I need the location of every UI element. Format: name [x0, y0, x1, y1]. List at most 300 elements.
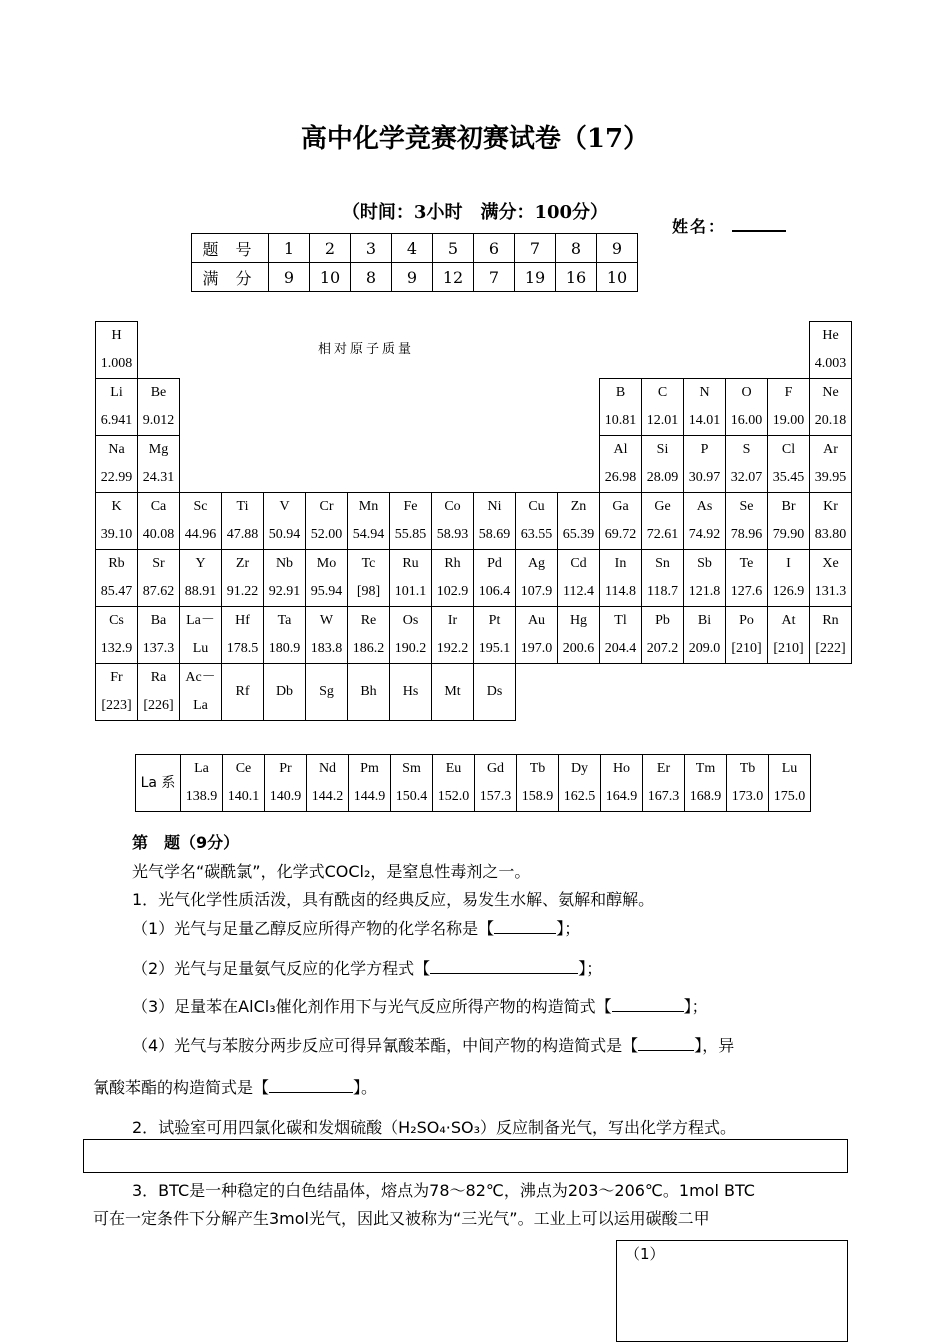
- question-number: 3: [351, 234, 392, 263]
- element-cell: [559, 755, 601, 812]
- element-cell: [96, 322, 138, 379]
- atomic-mass: 85.47: [100, 584, 133, 599]
- element-symbol: Sb: [697, 556, 712, 571]
- element-symbol: Ge: [654, 499, 671, 514]
- question-heading: 第 题（9分）: [132, 833, 240, 852]
- atomic-mass: 87.62: [142, 584, 175, 599]
- atomic-mass: 20.18: [814, 413, 847, 428]
- element-cell: [600, 379, 642, 436]
- element-cell: [264, 550, 306, 607]
- atomic-mass: 22.99: [100, 470, 133, 485]
- element-cell: [642, 607, 684, 664]
- element-symbol: H: [111, 328, 122, 343]
- element-symbol: Os: [402, 613, 419, 628]
- element-symbol: Cr: [319, 499, 334, 514]
- table-gap: [558, 664, 600, 721]
- element-cell: [600, 607, 642, 664]
- element-symbol: Eu: [445, 761, 462, 776]
- atomic-mass: 204.4: [604, 641, 637, 656]
- element-cell: [516, 493, 558, 550]
- question-3-line1: 3．BTC是一种稳定的白色结晶体，熔点为78～82℃，沸点为203～206℃。1mol BTC: [132, 1181, 755, 1200]
- question-1-3: [132, 994, 708, 1017]
- question-points: 19: [515, 263, 556, 292]
- question-3-line2: 可在一定条件下分解产生3mol光气，因此又被称为“三光气”。工业上可以运用碳酸二甲: [93, 1209, 710, 1228]
- atomic-mass: 24.31: [142, 470, 175, 485]
- atomic-mass: 52.00: [310, 527, 343, 542]
- element-cell: [810, 550, 852, 607]
- atomic-mass: 92.91: [268, 584, 301, 599]
- atomic-mass: Lu: [192, 641, 209, 656]
- element-symbol: Ar: [823, 442, 838, 457]
- element-cell: [726, 550, 768, 607]
- page-title: 高中化学竞赛初赛试卷（17）: [300, 124, 650, 154]
- element-cell: [307, 755, 349, 812]
- atomic-mass: 112.4: [563, 584, 594, 599]
- question-points: 12: [433, 263, 474, 292]
- atomic-mass: 164.9: [605, 789, 638, 804]
- atomic-mass: 91.22: [226, 584, 259, 599]
- atomic-mass: 173.0: [731, 789, 764, 804]
- atomic-mass: 12.01: [646, 413, 679, 428]
- atomic-mass: 102.9: [436, 584, 469, 599]
- question-number: 1: [269, 234, 310, 263]
- element-symbol: Ca: [150, 499, 167, 514]
- element-cell: [768, 550, 810, 607]
- atomic-mass: 72.61: [646, 527, 679, 542]
- element-symbol: Hg: [569, 613, 588, 628]
- element-symbol: Nd: [318, 761, 337, 776]
- element-cell: [96, 550, 138, 607]
- atomic-mass: 40.08: [142, 527, 175, 542]
- element-symbol: Ga: [612, 499, 629, 514]
- question-points: 10: [597, 263, 638, 292]
- element-cell: [180, 550, 222, 607]
- element-cell: [390, 493, 432, 550]
- element-symbol: Tm: [695, 761, 716, 776]
- element-symbol: Cs: [109, 613, 124, 628]
- element-symbol: Rb: [108, 556, 125, 571]
- element-symbol: Lu: [781, 761, 798, 776]
- element-symbol: V: [279, 499, 290, 514]
- answer-blank[interactable]: [612, 999, 684, 1012]
- atomic-mass: 132.9: [100, 641, 133, 656]
- atomic-mass: 74.92: [688, 527, 721, 542]
- element-cell: [474, 664, 516, 721]
- score-table: [191, 233, 638, 292]
- atomic-mass: [222]: [815, 641, 846, 656]
- atomic-mass: 167.3: [647, 789, 680, 804]
- element-cell: [558, 607, 600, 664]
- answer-blank[interactable]: [430, 961, 578, 974]
- atomic-mass: 69.72: [604, 527, 637, 542]
- name-field[interactable]: [672, 214, 786, 237]
- element-cell: [768, 436, 810, 493]
- table-gap: [810, 664, 852, 721]
- bracket-close: 】。: [353, 1078, 378, 1097]
- element-cell: [474, 550, 516, 607]
- element-cell: [349, 755, 391, 812]
- table-gap: [726, 664, 768, 721]
- element-cell: [348, 550, 390, 607]
- name-label: 姓名：: [672, 217, 727, 236]
- element-symbol: W: [319, 613, 334, 628]
- element-symbol: Ds: [486, 684, 503, 699]
- element-symbol: He: [822, 328, 839, 343]
- atomic-mass: [210]: [773, 641, 804, 656]
- atomic-mass: 79.90: [772, 527, 805, 542]
- element-symbol: Ra: [150, 670, 167, 685]
- atomic-mass: 168.9: [689, 789, 722, 804]
- element-cell: [517, 755, 559, 812]
- element-symbol: Gd: [486, 761, 505, 776]
- element-symbol: In: [614, 556, 627, 571]
- element-cell: [348, 664, 390, 721]
- element-cell: [642, 550, 684, 607]
- element-symbol: Bh: [360, 684, 377, 699]
- element-cell: [642, 379, 684, 436]
- element-cell: [558, 550, 600, 607]
- element-cell: [810, 607, 852, 664]
- element-cell: [306, 607, 348, 664]
- element-symbol: Na: [108, 442, 125, 457]
- element-cell: [600, 493, 642, 550]
- element-cell: [432, 607, 474, 664]
- question-1: 1．光气化学性质活泼，具有酰卤的经典反应，易发生水解、氨解和醇解。: [132, 890, 655, 909]
- element-symbol: Rn: [822, 613, 839, 628]
- element-symbol: Zr: [235, 556, 250, 571]
- atomic-mass: 10.81: [604, 413, 637, 428]
- element-symbol: Sc: [193, 499, 208, 514]
- element-symbol: C: [657, 385, 668, 400]
- answer-blank[interactable]: [269, 1080, 353, 1093]
- element-symbol: Sm: [402, 761, 421, 776]
- element-cell: [516, 550, 558, 607]
- table-gap: [768, 664, 810, 721]
- atomic-mass: 107.9: [520, 584, 553, 599]
- element-symbol: Fr: [110, 670, 123, 685]
- element-symbol: Nb: [275, 556, 294, 571]
- question-number: 7: [515, 234, 556, 263]
- question-points: 10: [310, 263, 351, 292]
- series-label: La 系: [136, 755, 181, 812]
- element-symbol: At: [781, 613, 796, 628]
- atomic-mass: 1.008: [100, 356, 133, 371]
- table-gap: [180, 379, 600, 436]
- atomic-mass: [98]: [356, 584, 381, 599]
- element-symbol: K: [111, 499, 122, 514]
- question-number: 4: [392, 234, 433, 263]
- table-gap: [516, 664, 558, 721]
- element-cell: [390, 607, 432, 664]
- atomic-mass: 121.8: [688, 584, 721, 599]
- element-symbol: Ac－: [185, 670, 216, 685]
- element-symbol: Te: [739, 556, 754, 571]
- atomic-mass: [210]: [731, 641, 762, 656]
- atomic-mass: 127.6: [730, 584, 763, 599]
- atomic-mass: 195.1: [478, 641, 511, 656]
- element-symbol: N: [699, 385, 710, 400]
- element-cell: [810, 493, 852, 550]
- element-symbol: Rh: [444, 556, 461, 571]
- element-cell: [642, 436, 684, 493]
- element-cell: [306, 664, 348, 721]
- question-number: 9: [597, 234, 638, 263]
- atomic-mass: 88.91: [184, 584, 217, 599]
- element-symbol: Rf: [235, 684, 250, 699]
- atomic-mass: 54.94: [352, 527, 385, 542]
- question-points: 16: [556, 263, 597, 292]
- score-row-label: 满 分: [192, 263, 269, 292]
- atomic-mass: 63.55: [520, 527, 553, 542]
- bracket-close: 】；: [578, 959, 603, 978]
- atomic-mass: [226]: [143, 698, 174, 713]
- element-cell: [432, 550, 474, 607]
- atomic-mass: 192.2: [436, 641, 469, 656]
- answer-box-2[interactable]: [83, 1139, 848, 1173]
- element-cell: [180, 664, 222, 721]
- element-symbol: Tl: [614, 613, 627, 628]
- question-1-4: [132, 1033, 734, 1056]
- atomic-mass: 175.0: [773, 789, 806, 804]
- answer-box-3[interactable]: [616, 1240, 848, 1342]
- element-symbol: Ba: [150, 613, 167, 628]
- atomic-mass: 58.69: [478, 527, 511, 542]
- element-cell: [391, 755, 433, 812]
- atomic-mass: 28.09: [646, 470, 679, 485]
- lanthanide-table: [135, 754, 811, 812]
- element-symbol: Re: [360, 613, 377, 628]
- question-1-3-text: （3）足量苯在AlCl₃催化剂作用下与光气反应所得产物的构造简式【: [132, 997, 612, 1016]
- element-symbol: Mn: [358, 499, 379, 514]
- atomic-mass: 180.9: [268, 641, 301, 656]
- element-cell: [684, 379, 726, 436]
- atomic-mass: 137.3: [142, 641, 175, 656]
- question-1-1: [132, 916, 580, 939]
- periodic-table: [95, 321, 852, 721]
- element-symbol: Pm: [360, 761, 379, 776]
- element-cell: [474, 493, 516, 550]
- atomic-mass: La: [193, 698, 208, 713]
- element-cell: [685, 755, 727, 812]
- element-symbol: Sn: [655, 556, 670, 571]
- element-cell: [475, 755, 517, 812]
- element-cell: [348, 607, 390, 664]
- atomic-mass: 78.96: [730, 527, 763, 542]
- element-symbol: Al: [613, 442, 628, 457]
- element-symbol: Po: [739, 613, 754, 628]
- element-symbol: I: [786, 556, 791, 571]
- element-cell: [474, 607, 516, 664]
- atomic-mass: 6.941: [100, 413, 133, 428]
- question-points: 9: [269, 263, 310, 292]
- element-symbol: Cu: [528, 499, 545, 514]
- element-symbol: As: [696, 499, 713, 514]
- element-symbol: Ru: [402, 556, 419, 571]
- element-symbol: O: [741, 385, 752, 400]
- element-cell: [390, 550, 432, 607]
- name-blank[interactable]: [732, 216, 786, 232]
- element-cell: [348, 493, 390, 550]
- question-1-4-cont: [93, 1075, 377, 1098]
- question-number: 5: [433, 234, 474, 263]
- table-gap: [600, 664, 642, 721]
- element-cell: [768, 607, 810, 664]
- atomic-mass: 162.5: [563, 789, 596, 804]
- atomic-mass: 19.00: [772, 413, 805, 428]
- element-cell: [684, 607, 726, 664]
- element-symbol: La: [194, 761, 209, 776]
- atomic-mass: 35.45: [772, 470, 805, 485]
- table-caption: 相对原子质量: [318, 341, 415, 357]
- element-cell: [768, 493, 810, 550]
- atomic-mass: 207.2: [646, 641, 679, 656]
- atomic-mass: 47.88: [226, 527, 259, 542]
- atomic-mass: 209.0: [688, 641, 721, 656]
- element-cell: [726, 379, 768, 436]
- element-symbol: Ni: [487, 499, 502, 514]
- element-cell: [96, 664, 138, 721]
- question-number: 6: [474, 234, 515, 263]
- element-symbol: Db: [275, 684, 294, 699]
- answer-blank[interactable]: [638, 1038, 694, 1051]
- element-symbol: Cd: [570, 556, 587, 571]
- atomic-mass: 118.7: [647, 584, 678, 599]
- atomic-mass: 32.07: [730, 470, 763, 485]
- question-points: 9: [392, 263, 433, 292]
- element-cell: [138, 436, 180, 493]
- element-cell: [684, 550, 726, 607]
- element-symbol: B: [615, 385, 626, 400]
- element-symbol: F: [784, 385, 793, 400]
- element-cell: [600, 550, 642, 607]
- element-symbol: Pd: [487, 556, 502, 571]
- atomic-mass: 106.4: [478, 584, 511, 599]
- question-1-4-cont-text: 氰酸苯酯的构造简式是【: [93, 1078, 270, 1097]
- element-cell: [601, 755, 643, 812]
- element-symbol: Mt: [444, 684, 461, 699]
- element-symbol: Dy: [570, 761, 589, 776]
- atomic-mass: 101.1: [394, 584, 427, 599]
- element-cell: [222, 607, 264, 664]
- atomic-mass: 50.94: [268, 527, 301, 542]
- question-1-4-text: （4）光气与苯胺分两步反应可得异氰酸苯酯，中间产物的构造简式是【: [132, 1036, 639, 1055]
- atomic-mass: 4.003: [814, 356, 847, 371]
- table-gap: [180, 436, 600, 493]
- element-symbol: Pr: [279, 761, 292, 776]
- element-cell: [433, 755, 475, 812]
- atomic-mass: 144.2: [311, 789, 344, 804]
- element-symbol: Hs: [402, 684, 419, 699]
- element-cell: [138, 664, 180, 721]
- atomic-mass: 39.10: [100, 527, 133, 542]
- element-cell: [180, 493, 222, 550]
- element-symbol: La－: [186, 613, 215, 628]
- element-cell: [264, 607, 306, 664]
- element-cell: [810, 379, 852, 436]
- atomic-mass: 178.5: [226, 641, 259, 656]
- element-cell: [180, 607, 222, 664]
- element-cell: [222, 664, 264, 721]
- element-cell: [768, 379, 810, 436]
- element-cell: [600, 436, 642, 493]
- element-cell: [96, 493, 138, 550]
- answer-box-label: （1）: [625, 1245, 665, 1263]
- element-symbol: Sr: [152, 556, 165, 571]
- element-cell: [96, 379, 138, 436]
- question-1-4-tail: 】，异: [694, 1036, 735, 1055]
- exam-info: （时间：3小时 满分：100分）: [341, 202, 609, 223]
- element-symbol: Mo: [316, 556, 337, 571]
- atomic-mass: 152.0: [437, 789, 470, 804]
- element-symbol: Kr: [823, 499, 838, 514]
- atomic-mass: 95.94: [310, 584, 343, 599]
- element-cell: [516, 607, 558, 664]
- element-symbol: Br: [781, 499, 796, 514]
- element-symbol: Zn: [570, 499, 587, 514]
- element-symbol: Ag: [527, 556, 546, 571]
- element-symbol: Ti: [236, 499, 249, 514]
- atomic-mass: 126.9: [772, 584, 805, 599]
- element-symbol: Si: [656, 442, 669, 457]
- element-symbol: Tb: [739, 761, 756, 776]
- element-cell: [643, 755, 685, 812]
- atomic-mass: 138.9: [185, 789, 218, 804]
- element-cell: [727, 755, 769, 812]
- element-cell: [684, 493, 726, 550]
- element-cell: [726, 607, 768, 664]
- bracket-close: 】；: [683, 997, 708, 1016]
- atomic-mass: 197.0: [520, 641, 553, 656]
- element-symbol: Fe: [403, 499, 418, 514]
- element-symbol: Mg: [148, 442, 169, 457]
- atomic-mass: [223]: [101, 698, 132, 713]
- atomic-mass: 39.95: [814, 470, 847, 485]
- atomic-mass: 150.4: [395, 789, 428, 804]
- atomic-mass: 140.9: [269, 789, 302, 804]
- table-gap: [642, 664, 684, 721]
- element-symbol: Bi: [697, 613, 712, 628]
- element-cell: [390, 664, 432, 721]
- element-cell: [306, 493, 348, 550]
- question-number: 8: [556, 234, 597, 263]
- element-symbol: Au: [527, 613, 546, 628]
- element-cell: [264, 664, 306, 721]
- element-cell: [810, 322, 852, 379]
- answer-blank[interactable]: [494, 921, 556, 934]
- element-cell: [432, 493, 474, 550]
- element-cell: [138, 493, 180, 550]
- element-cell: [265, 755, 307, 812]
- element-symbol: Y: [195, 556, 206, 571]
- question-1-2: [132, 956, 602, 979]
- atomic-mass: 83.80: [814, 527, 847, 542]
- score-row-label: 题 号: [192, 234, 269, 263]
- atomic-mass: 30.97: [688, 470, 721, 485]
- atomic-mass: 186.2: [352, 641, 385, 656]
- atomic-mass: 114.8: [605, 584, 636, 599]
- element-cell: [642, 493, 684, 550]
- question-number: 2: [310, 234, 351, 263]
- element-cell: [138, 550, 180, 607]
- element-symbol: Pt: [488, 613, 501, 628]
- element-symbol: Ho: [612, 761, 631, 776]
- element-cell: [432, 664, 474, 721]
- question-intro: 光气学名“碳酰氯”，化学式COCl₂，是窒息性毒剂之一。: [132, 862, 531, 881]
- element-cell: [223, 755, 265, 812]
- element-cell: [810, 436, 852, 493]
- element-cell: [684, 436, 726, 493]
- question-2: 2．试验室可用四氯化碳和发烟硫酸（H₂SO₄·SO₃）反应制备光气，写出化学方程式。: [132, 1118, 737, 1137]
